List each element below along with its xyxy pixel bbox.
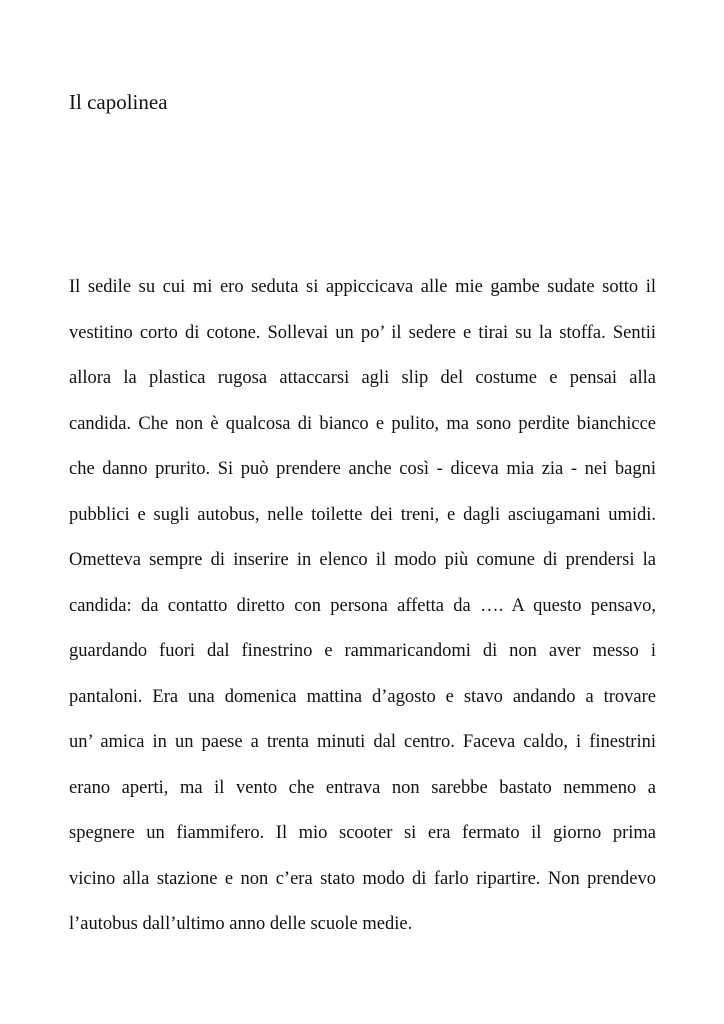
text-line: vestitino corto di cotone. Sollevai un po’ il sedere e tirai su la stoffa. Sentii — [69, 322, 656, 343]
text-line: pantaloni. Era una domenica mattina d’agosto e stavo andando a trovare — [69, 686, 656, 707]
text-line: Ometteva sempre di inserire in elenco il modo più comune di prendersi la — [69, 550, 656, 570]
text-line: spegnere un fiammifero. Il mio scooter si era fermato il giorno prima — [69, 823, 656, 843]
text-line: vicino alla stazione e non c’era stato modo di farlo ripartire. Non prendevo — [69, 868, 656, 889]
text-line: allora la plastica rugosa attaccarsi agli slip del costume e pensai alla — [69, 368, 656, 388]
text-line: candida. Che non è qualcosa di bianco e pulito, ma sono perdite bianchicce — [69, 413, 656, 434]
text-line: candida: da contatto diretto con persona affetta da …. A questo pensavo, — [69, 595, 656, 616]
text-line: pubblici e sugli autobus, nelle toilette dei treni, e dagli asciugamani umidi. — [69, 504, 656, 525]
text-line: un’ amica in un paese a trenta minuti dal centro. Faceva caldo, i finestrini — [69, 732, 656, 752]
document-body — [69, 272, 656, 955]
text-line: l’autobus dall’ultimo anno delle scuole medie. — [69, 914, 413, 934]
text-line: erano aperti, ma il vento che entrava non sarebbe bastato nemmeno a — [69, 777, 656, 798]
document-title: Il capolinea — [69, 90, 168, 114]
text-line: guardando fuori dal finestrino e rammaricandomi di non aver messo i — [69, 641, 656, 661]
text-line: che danno prurito. Si può prendere anche così - diceva mia zia - nei bagni — [69, 459, 656, 479]
text-line: Il sedile su cui mi ero seduta si appiccicava alle mie gambe sudate sotto il — [69, 277, 656, 297]
